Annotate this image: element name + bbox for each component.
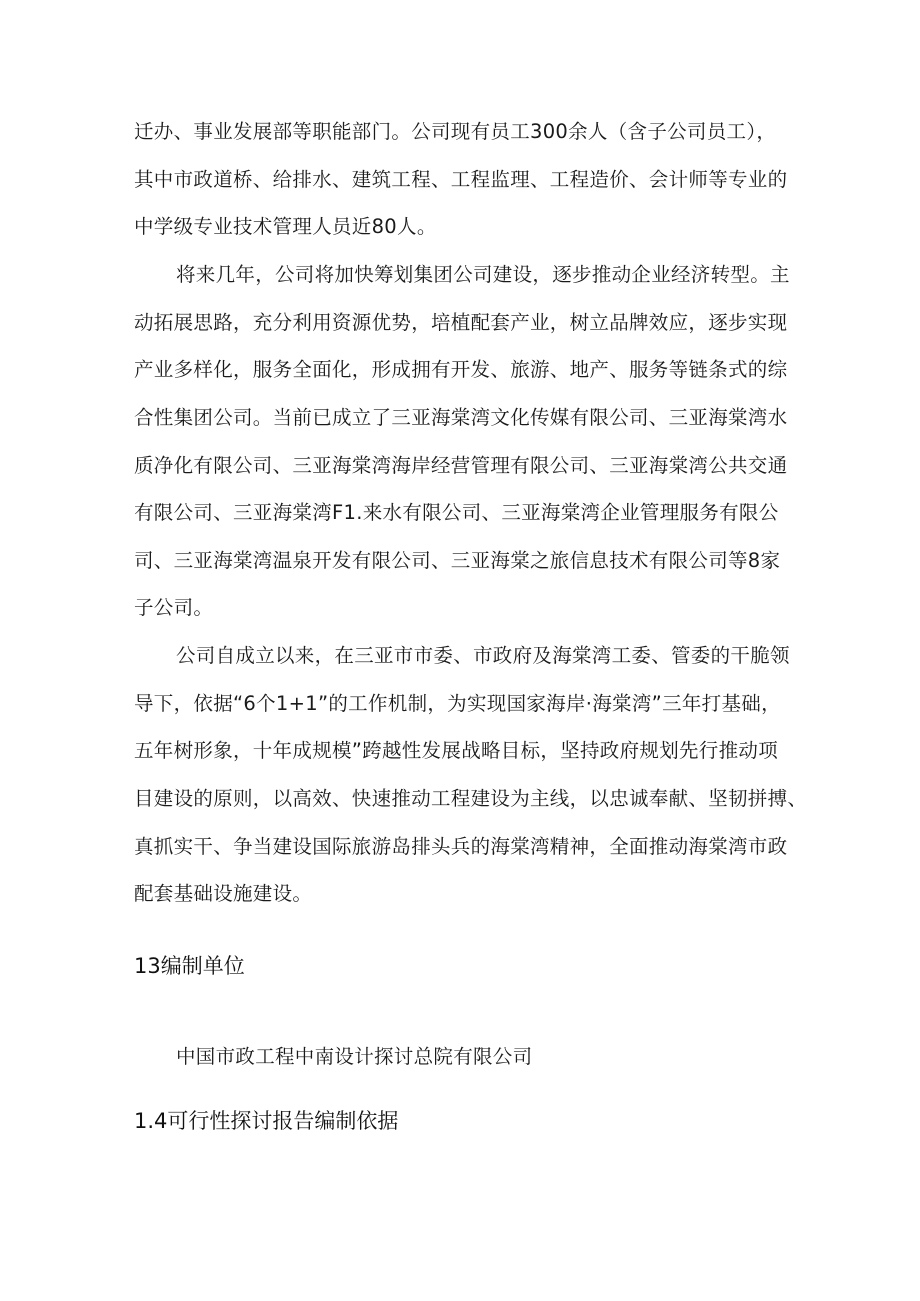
paragraph2-line-4: 合性集团公司。当前已成立了三亚海棠湾文化传媒有限公司、三亚海棠湾水 bbox=[134, 406, 788, 429]
paragraph3-line-2: 导下，依据“6个1+1”的工作机制，为实现国家海岸·海棠湾”三年打基础， bbox=[134, 692, 781, 715]
paragraph2-line-1: 将来几年，公司将加快筹划集团公司建设，逐步推动企业经济转型。主 bbox=[176, 263, 790, 286]
compiling-organization: 中国市政工程中南设计探讨总院有限公司 bbox=[176, 1045, 533, 1068]
paragraph3-line-3: 五年树形象，十年成规模”跨越性发展战略目标，坚持政府规划先行推动项 bbox=[134, 739, 779, 762]
paragraph3-line-4: 目建设的原则，以高效、快速推动工程建设为主线，以忠诚奉献、坚韧拼搏、 bbox=[134, 787, 808, 810]
paragraph1-line-1: 迁办、事业发展部等职能部门。公司现有员工300余人（含子公司员工）， bbox=[134, 120, 777, 143]
paragraph3-line-1: 公司自成立以来，在三亚市市委、市政府及海棠湾工委、管委的干脆领 bbox=[176, 644, 790, 667]
paragraph2-line-7: 司、三亚海棠湾温泉开发有限公司、三亚海棠之旅信息技术有限公司等8家 bbox=[134, 549, 781, 572]
section-heading-13: 13编制单位 bbox=[134, 954, 245, 978]
paragraph2-line-6: 有限公司、三亚海棠湾F1.来水有限公司、三亚海棠湾企业管理服务有限公 bbox=[134, 501, 779, 524]
paragraph1-line-3: 中学级专业技术管理人员近80人。 bbox=[134, 215, 437, 238]
paragraph1-line-2: 其中市政道桥、给排水、建筑工程、工程监理、工程造价、会计师等专业的 bbox=[134, 168, 788, 191]
paragraph2-line-2: 动拓展思路，充分利用资源优势，培植配套产业，树立品牌效应，逐步实现 bbox=[134, 311, 788, 334]
paragraph2-line-5: 质净化有限公司、三亚海棠湾海岸经营管理有限公司、三亚海棠湾公共交通 bbox=[134, 454, 788, 477]
paragraph2-line-3: 产业多样化，服务全面化，形成拥有开发、旅游、地产、服务等链条式的综 bbox=[134, 358, 788, 381]
section-heading-14: 1.4可行性探讨报告编制依据 bbox=[134, 1109, 399, 1133]
paragraph3-line-6: 配套基础设施建设。 bbox=[134, 882, 313, 905]
paragraph3-line-5: 真抓实干、争当建设国际旅游岛排头兵的海棠湾精神，全面推动海棠湾市政 bbox=[134, 835, 788, 858]
paragraph2-line-8: 子公司。 bbox=[134, 596, 214, 619]
